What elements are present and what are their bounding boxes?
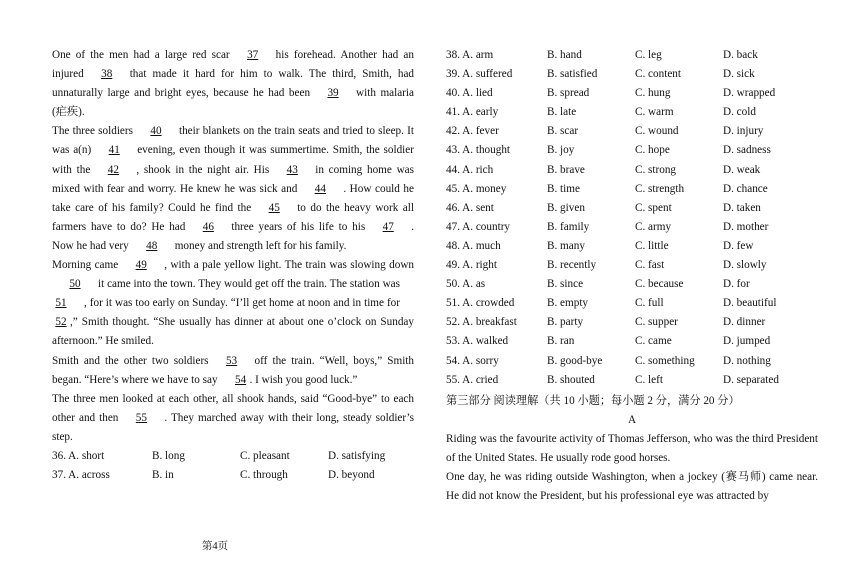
option-choice: D. beautiful <box>723 297 777 310</box>
option-choice: 44. A. rich <box>446 163 494 176</box>
blank-38: 38 <box>101 68 113 81</box>
option-choice: B. late <box>547 106 577 119</box>
option-choice: D. taken <box>723 201 761 214</box>
passage-paragraph-2: The three soldiers 40 their blankets on the train seats and tried to sleep. It was a(n) 41 evening, even though it was summertime. Smith, the soldier with the 42 , shook in the night air. His 43 in coming home was mixed with fear and worry. He knew he was sick and 44 . How could he take care of his family? Could he find the 45 to do the heavy work all farmers have to do? He had 46 three years of his life to his 47 . Now he had very 48 money and strength left for his family. <box>52 122 414 256</box>
option-choice: D. separated <box>723 373 779 386</box>
option-choice: C. something <box>635 354 695 367</box>
option-row <box>446 275 818 294</box>
option-choice: B. scar <box>547 125 579 138</box>
option-choice: C. full <box>635 297 664 310</box>
option-choice: C. because <box>635 278 684 291</box>
option-choice: C. army <box>635 220 672 233</box>
option-choice: 37. A. across <box>52 469 110 482</box>
passage-paragraph-3: Morning came 49 , with a pale yellow light. The train was slowing down50 it came into the town. They would get off the train. The station was51 , for it was too early on Sunday. “I’ll get home at noon and in time for52 ,” Smith thought. “She usually has dinner at about one o’clock on Sunday afternoon.” He smiled. <box>52 256 414 351</box>
blank-54: 54 <box>234 373 247 386</box>
option-choice: 47. A. country <box>446 220 511 233</box>
option-choice: B. long <box>152 449 185 462</box>
option-choice: D. jumped <box>723 335 771 348</box>
option-choice: B. since <box>547 278 584 291</box>
option-choice: B. ran <box>547 335 575 348</box>
option-choice: C. strong <box>635 163 677 176</box>
blank-39: 39 <box>327 87 339 100</box>
option-row <box>446 352 818 371</box>
option-choice: 39. A. suffered <box>446 68 513 81</box>
option-choice: B. time <box>547 182 580 195</box>
blank-37: 37 <box>247 49 259 61</box>
option-choice: B. family <box>547 220 590 233</box>
option-row <box>446 46 818 65</box>
option-choice: D. nothing <box>723 354 771 367</box>
passage-letter: A <box>627 413 637 426</box>
blank-40: 40 <box>150 125 162 138</box>
option-choice: C. supper <box>635 316 678 329</box>
option-choice: C. hope <box>635 144 670 157</box>
option-row <box>446 332 818 351</box>
option-choice: 49. A. right <box>446 259 497 272</box>
option-choice: 40. A. lied <box>446 87 493 100</box>
option-row <box>446 65 818 84</box>
option-choice: B. shouted <box>547 373 595 386</box>
reading-paragraph-1: Riding was the favourite activity of Thomas Jefferson, who was the third President of the United States. He usually rode good horses. <box>446 432 818 464</box>
option-choice: D. sick <box>723 68 755 81</box>
option-choice: B. party <box>547 316 584 329</box>
option-row <box>52 466 414 485</box>
blank-43: 43 <box>286 163 298 176</box>
passage-paragraph-5: The three men looked at each other, all shook hands, said “Good-bye” to each other and then 55 . They marched away with their long, steady soldier’s step. <box>52 392 414 443</box>
option-choice: B. spread <box>547 87 590 100</box>
option-row <box>446 199 818 218</box>
blank-49: 49 <box>135 259 147 272</box>
option-choice: 43. A. thought <box>446 144 511 157</box>
option-choice: D. back <box>723 49 758 61</box>
option-choice: B. joy <box>547 144 575 157</box>
option-choice: D. slowly <box>723 259 767 272</box>
blank-46: 46 <box>202 220 214 233</box>
option-choice: D. mother <box>723 220 769 233</box>
option-choice: D. wrapped <box>723 87 776 100</box>
option-choice: 36. A. short <box>52 449 105 462</box>
option-choice: D. cold <box>723 106 756 119</box>
option-choice: C. spent <box>635 201 672 214</box>
option-row <box>446 313 818 332</box>
blank-45: 45 <box>268 201 280 214</box>
option-row <box>52 447 414 466</box>
reading-paragraph-2: One day, he was riding outside Washington, when a jockey (赛马师) came near. He did not know the President, but his professional eye was attracted by <box>446 471 818 503</box>
option-choice: D. beyond <box>328 469 375 482</box>
option-choice: C. came <box>635 335 672 348</box>
option-row <box>446 122 818 141</box>
option-choice: 48. A. much <box>446 239 501 252</box>
option-choice: 42. A. fever <box>446 125 499 138</box>
section-title: 第三部分 阅读理解（共 10 小题；每小题 2 分，满分 20 分） <box>446 394 740 407</box>
option-choice: B. recently <box>547 259 597 272</box>
blank-47: 47 <box>382 220 394 233</box>
option-choice: C. content <box>635 68 681 81</box>
blank-52: 52 <box>55 316 67 329</box>
option-choice: B. empty <box>547 297 589 310</box>
option-row <box>446 180 818 199</box>
option-choice: C. wound <box>635 125 679 138</box>
option-choice: C. fast <box>635 259 665 272</box>
blank-42: 42 <box>107 163 119 176</box>
option-choice: 46. A. sent <box>446 201 494 214</box>
blank-53: 53 <box>225 354 238 367</box>
option-choice: 53. A. walked <box>446 335 509 348</box>
right-column <box>446 46 818 506</box>
option-row <box>446 161 818 180</box>
option-choice: B. brave <box>547 163 585 176</box>
option-choice: C. warm <box>635 106 674 119</box>
option-choice: D. injury <box>723 125 764 138</box>
option-choice: 45. A. money <box>446 182 507 195</box>
option-row <box>446 141 818 160</box>
option-choice: C. strength <box>635 182 685 195</box>
option-choice: 41. A. early <box>446 106 499 119</box>
option-row <box>446 103 818 122</box>
option-row <box>446 218 818 237</box>
option-choice: D. weak <box>723 163 761 176</box>
option-choice: C. left <box>635 373 663 386</box>
option-choice: C. hung <box>635 87 671 100</box>
option-choice: D. chance <box>723 182 768 195</box>
option-row <box>446 84 818 103</box>
option-choice: B. many <box>547 239 585 252</box>
option-choice: 52. A. breakfast <box>446 316 517 329</box>
option-choice: C. little <box>635 239 669 252</box>
option-choice: 50. A. as <box>446 278 486 291</box>
option-choice: D. few <box>723 239 754 252</box>
option-choice: C. pleasant <box>240 449 290 462</box>
option-choice: D. for <box>723 278 750 291</box>
option-row <box>446 237 818 256</box>
passage-paragraph-1: One of the men had a large red scar 37 his forehead. Another had an injured 38 that made it hard for him to walk. The third, Smith, had unnaturally large and bright eyes, because he had been 39 with malaria (疟疾). <box>52 46 414 122</box>
option-choice: B. good-bye <box>547 354 603 367</box>
option-choice: B. hand <box>547 49 582 61</box>
option-row <box>446 294 818 313</box>
option-row <box>446 256 818 275</box>
option-choice: D. satisfying <box>328 449 386 462</box>
blank-48: 48 <box>146 239 158 252</box>
left-column <box>52 46 414 485</box>
option-choice: C. leg <box>635 49 662 61</box>
option-choice: D. dinner <box>723 316 766 329</box>
option-choice: 51. A. crowded <box>446 297 515 310</box>
blank-41: 41 <box>108 144 120 157</box>
option-choice: B. given <box>547 201 585 214</box>
option-choice: B. in <box>152 469 174 482</box>
option-choice: B. satisfied <box>547 68 598 81</box>
option-row <box>446 371 818 390</box>
option-choice: 54. A. sorry <box>446 354 499 367</box>
option-choice: C. through <box>240 469 288 482</box>
passage-paragraph-4: Smith and the other two soldiers 53 off the train. “Well, boys,” Smith began. “Here’s where we have to say 54 . I wish you good luck.” <box>52 352 414 390</box>
blank-44: 44 <box>314 182 326 195</box>
blank-51: 51 <box>55 297 67 310</box>
page-number: 第4页 <box>201 541 229 552</box>
option-choice: 55. A. cried <box>446 373 499 386</box>
blank-55: 55 <box>135 411 147 424</box>
option-choice: 38. A. arm <box>446 49 494 61</box>
blank-50: 50 <box>69 278 81 291</box>
option-choice: D. sadness <box>723 144 771 157</box>
